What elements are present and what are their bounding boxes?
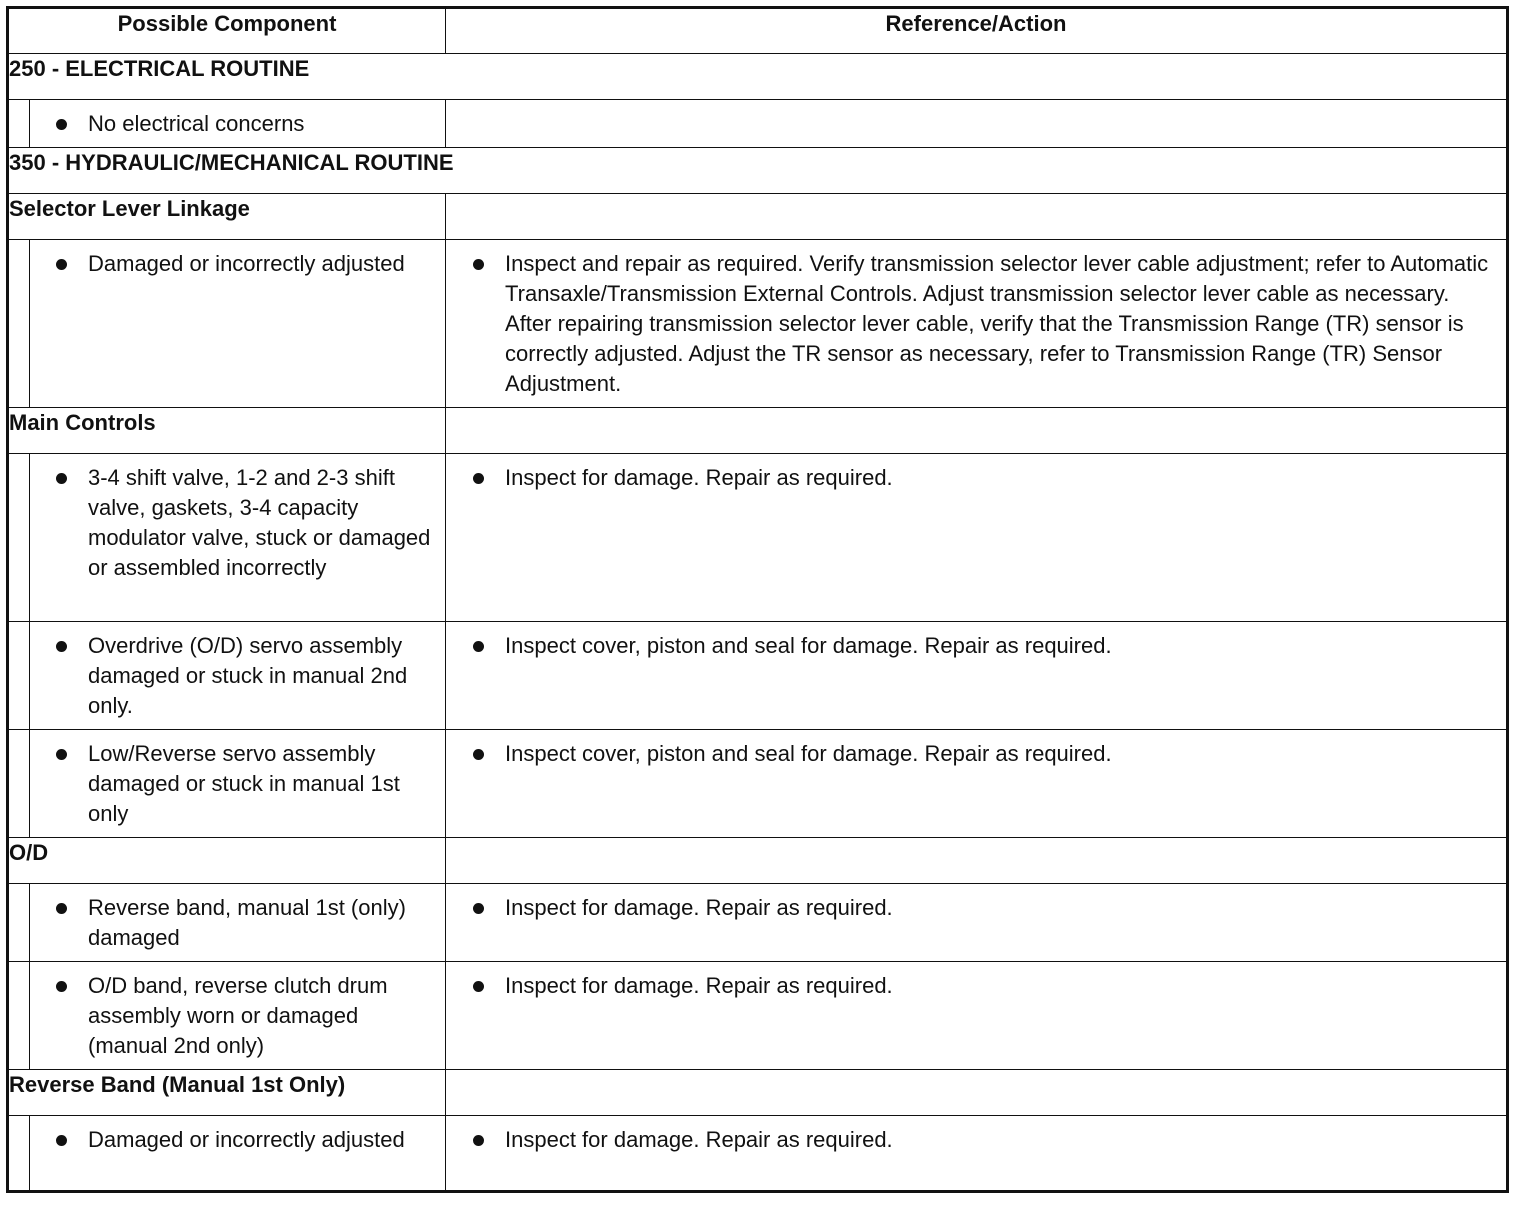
bullet-icon (473, 981, 484, 992)
bullet-icon (56, 903, 67, 914)
component-text: O/D band, reverse clutch drum assembly worn or damaged (manual 2nd only) (88, 973, 388, 1058)
component-cell (30, 622, 446, 730)
section-title-hydraulic: 350 - HYDRAULIC/MECHANICAL ROUTINE (8, 148, 1508, 194)
group-action-empty (446, 838, 1508, 884)
action-text: Inspect and repair as required. Verify transmission selector lever cable adjustment; refer to Automatic Transaxle/Transmission External Controls. Adjust transmission selector lever cable as necessary. After repairing transmission selector lever cable, verify that the Transmission Range (TR) sensor is correctly adjusted. Adjust the TR sensor as necessary, refer to Transmission Range (TR) Sensor Adjustment. (505, 251, 1489, 396)
component-text: Low/Reverse servo assembly damaged or stuck in manual 1st only (88, 741, 400, 826)
table-row (8, 1116, 1508, 1192)
bullet-icon (473, 259, 484, 270)
table-row (8, 100, 1508, 148)
table-row (8, 240, 1508, 408)
component-text: Overdrive (O/D) servo assembly damaged or stuck in manual 2nd only. (88, 633, 408, 718)
indent-cell (8, 962, 30, 1070)
component-text: 3-4 shift valve, 1-2 and 2-3 shift valve, gaskets, 3-4 capacity modulator valve, stuck or damaged or assembled incorrectly (88, 465, 431, 580)
bullet-icon (473, 903, 484, 914)
indent-cell (8, 1116, 30, 1192)
component-cell (30, 730, 446, 838)
bullet-icon (473, 1135, 484, 1146)
group-row-od (8, 838, 1508, 884)
bullet-icon (473, 641, 484, 652)
component-text: Reverse band, manual 1st (only) damaged (88, 895, 406, 950)
table-row (8, 884, 1508, 962)
component-cell (30, 962, 446, 1070)
bullet-icon (56, 119, 67, 130)
bullet-icon (473, 473, 484, 484)
group-row-selector (8, 194, 1508, 240)
indent-cell (8, 240, 30, 408)
action-cell (446, 730, 1508, 838)
action-text: Inspect for damage. Repair as required. (505, 973, 893, 998)
bullet-icon (56, 259, 67, 270)
bullet-icon (56, 981, 67, 992)
diagnostic-table (6, 6, 1509, 1193)
group-title-od: O/D (8, 838, 446, 884)
component-cell (30, 240, 446, 408)
component-cell (30, 884, 446, 962)
table-row (8, 730, 1508, 838)
component-text: No electrical concerns (88, 111, 305, 136)
group-row-main-controls (8, 408, 1508, 454)
bullet-icon (56, 1135, 67, 1146)
indent-cell (8, 730, 30, 838)
indent-cell (8, 622, 30, 730)
action-cell (446, 240, 1508, 408)
action-text: Inspect cover, piston and seal for damage. Repair as required. (505, 633, 1112, 658)
group-action-empty (446, 194, 1508, 240)
table-row (8, 962, 1508, 1070)
indent-cell (8, 100, 30, 148)
bullet-icon (473, 749, 484, 760)
component-text: Damaged or incorrectly adjusted (88, 1127, 405, 1152)
table-row (8, 622, 1508, 730)
table-row (8, 454, 1508, 622)
action-text: Inspect for damage. Repair as required. (505, 1127, 893, 1152)
component-cell (30, 454, 446, 622)
action-cell-empty (446, 100, 1508, 148)
indent-cell (8, 884, 30, 962)
component-text: Damaged or incorrectly adjusted (88, 251, 405, 276)
group-title-main-controls: Main Controls (8, 408, 446, 454)
action-text: Inspect cover, piston and seal for damage. Repair as required. (505, 741, 1112, 766)
group-row-reverse-band (8, 1070, 1508, 1116)
action-text: Inspect for damage. Repair as required. (505, 465, 893, 490)
action-cell (446, 962, 1508, 1070)
action-cell (446, 454, 1508, 622)
component-cell (30, 1116, 446, 1192)
action-cell (446, 1116, 1508, 1192)
group-action-empty (446, 408, 1508, 454)
bullet-icon (56, 749, 67, 760)
bullet-icon (56, 473, 67, 484)
header-possible-component: Possible Component (8, 8, 446, 54)
indent-cell (8, 454, 30, 622)
section-row-electrical (8, 54, 1508, 100)
component-cell (30, 100, 446, 148)
action-cell (446, 622, 1508, 730)
bullet-icon (56, 641, 67, 652)
group-action-empty (446, 1070, 1508, 1116)
section-title-electrical: 250 - ELECTRICAL ROUTINE (8, 54, 1508, 100)
group-title-selector: Selector Lever Linkage (8, 194, 446, 240)
group-title-reverse-band: Reverse Band (Manual 1st Only) (8, 1070, 446, 1116)
section-row-hydraulic (8, 148, 1508, 194)
header-reference-action: Reference/Action (446, 8, 1508, 54)
diagnostic-table-wrapper (6, 6, 1506, 1193)
action-cell (446, 884, 1508, 962)
header-row (8, 8, 1508, 54)
action-text: Inspect for damage. Repair as required. (505, 895, 893, 920)
